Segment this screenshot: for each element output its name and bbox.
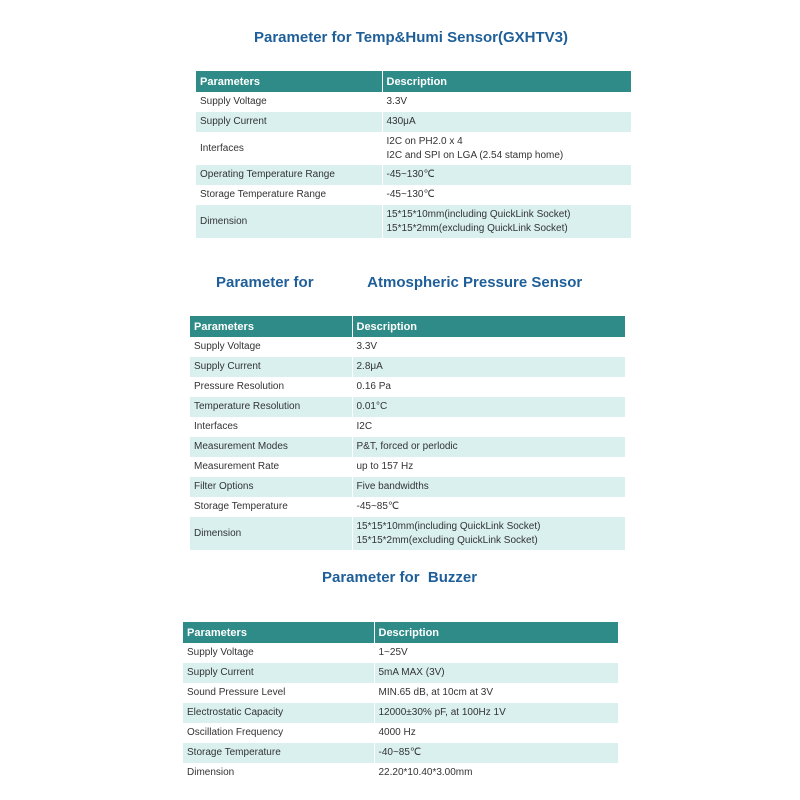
parameter-cell: Dimension bbox=[190, 517, 352, 550]
table-row bbox=[190, 357, 625, 377]
table-row bbox=[183, 763, 618, 783]
table-row bbox=[183, 703, 618, 723]
description-line: up to 157 Hz bbox=[356, 461, 414, 472]
description-line: P&T, forced or perlodic bbox=[356, 441, 458, 452]
description-line: 15*15*10mm(including QuickLink Socket) bbox=[386, 208, 571, 220]
description-cell bbox=[352, 477, 625, 497]
parameter-cell: Supply Voltage bbox=[190, 337, 352, 357]
description-cell bbox=[352, 457, 625, 477]
parameter-cell: Supply Voltage bbox=[183, 643, 374, 663]
parameter-cell: Oscillation Frequency bbox=[183, 723, 374, 743]
description-line: 4000 Hz bbox=[378, 727, 416, 738]
table-header-row bbox=[196, 71, 631, 92]
table-row bbox=[190, 517, 625, 550]
header-description: Description bbox=[352, 316, 625, 337]
description-cell bbox=[352, 377, 625, 397]
section-title: Parameter for Atmospheric Pressure Sensor bbox=[216, 274, 583, 291]
parameter-cell: Interfaces bbox=[196, 132, 382, 165]
table-row bbox=[196, 185, 631, 205]
description-line: 22.20*10.40*3.00mm bbox=[378, 767, 473, 778]
description-cell bbox=[352, 337, 625, 357]
description-cell bbox=[382, 132, 631, 165]
parameter-cell: Storage Temperature bbox=[183, 743, 374, 763]
table-row bbox=[196, 165, 631, 185]
description-cell bbox=[352, 497, 625, 517]
description-cell bbox=[352, 517, 625, 550]
parameter-cell: Measurement Modes bbox=[190, 437, 352, 457]
header-parameters: Parameters bbox=[183, 622, 374, 643]
parameter-cell: Storage Temperature Range bbox=[196, 185, 382, 205]
spec-table bbox=[183, 622, 619, 783]
description-line: 15*15*10mm(including QuickLink Socket) bbox=[356, 520, 541, 532]
description-line: I2C bbox=[356, 421, 373, 432]
parameter-cell: Dimension bbox=[183, 763, 374, 783]
table-row bbox=[190, 397, 625, 417]
table-row bbox=[183, 643, 618, 663]
parameter-cell: Storage Temperature bbox=[190, 497, 352, 517]
description-line: 430μA bbox=[386, 116, 416, 127]
table-header-row bbox=[183, 622, 618, 643]
parameter-cell: Electrostatic Capacity bbox=[183, 703, 374, 723]
parameter-cell: Temperature Resolution bbox=[190, 397, 352, 417]
section-title: Parameter for Temp&Humi Sensor(GXHTV3) bbox=[254, 29, 568, 46]
table-row bbox=[190, 477, 625, 497]
table-row bbox=[196, 112, 631, 132]
description-cell bbox=[374, 763, 618, 783]
description-line: 3.3V bbox=[386, 96, 408, 107]
table-row bbox=[190, 417, 625, 437]
description-line: MIN.65 dB, at 10cm at 3V bbox=[378, 687, 493, 698]
parameter-cell: Filter Options bbox=[190, 477, 352, 497]
description-cell bbox=[374, 663, 618, 683]
description-cell bbox=[352, 417, 625, 437]
description-line: 12000±30% pF, at 100Hz 1V bbox=[378, 707, 506, 718]
parameter-cell: Sound Pressure Level bbox=[183, 683, 374, 703]
parameter-cell: Interfaces bbox=[190, 417, 352, 437]
description-line: I2C on PH2.0 x 4 bbox=[386, 135, 463, 147]
description-line: 0.01°C bbox=[356, 401, 388, 412]
table-row bbox=[196, 205, 631, 238]
parameter-cell: Dimension bbox=[196, 205, 382, 238]
description-line: 15*15*2mm(excluding QuickLink Socket) bbox=[356, 534, 538, 546]
description-cell bbox=[374, 683, 618, 703]
description-cell bbox=[352, 397, 625, 417]
spec-table bbox=[196, 71, 632, 238]
description-cell bbox=[382, 165, 631, 185]
table-row bbox=[183, 683, 618, 703]
header-description: Description bbox=[382, 71, 631, 92]
description-cell bbox=[382, 185, 631, 205]
parameter-cell: Pressure Resolution bbox=[190, 377, 352, 397]
description-line: 3.3V bbox=[356, 341, 378, 352]
table-row bbox=[196, 132, 631, 165]
section-title: Parameter for Buzzer bbox=[322, 569, 478, 586]
parameter-cell: Supply Current bbox=[190, 357, 352, 377]
description-line: 2.8μA bbox=[356, 361, 383, 372]
table-row bbox=[190, 377, 625, 397]
description-cell bbox=[352, 357, 625, 377]
description-line: -45~85℃ bbox=[356, 501, 400, 512]
description-cell bbox=[382, 112, 631, 132]
parameter-cell: Supply Current bbox=[183, 663, 374, 683]
table-row bbox=[183, 663, 618, 683]
description-cell bbox=[382, 205, 631, 238]
table-row bbox=[183, 723, 618, 743]
spec-table bbox=[190, 316, 626, 550]
table-row bbox=[190, 457, 625, 477]
table-row bbox=[190, 337, 625, 357]
description-cell bbox=[374, 643, 618, 663]
header-parameters: Parameters bbox=[196, 71, 382, 92]
description-line: 5mA MAX (3V) bbox=[378, 667, 445, 678]
table-header-row bbox=[190, 316, 625, 337]
description-cell bbox=[374, 703, 618, 723]
table-row bbox=[190, 437, 625, 457]
description-cell bbox=[352, 437, 625, 457]
parameter-cell: Measurement Rate bbox=[190, 457, 352, 477]
description-cell bbox=[374, 723, 618, 743]
description-cell bbox=[382, 92, 631, 112]
description-cell bbox=[374, 743, 618, 763]
description-line: -45~130℃ bbox=[386, 169, 435, 180]
description-line: 0.16 Pa bbox=[356, 381, 391, 392]
table-row bbox=[183, 743, 618, 763]
description-line: -40~85℃ bbox=[378, 747, 422, 758]
description-line: 1~25V bbox=[378, 647, 408, 658]
parameter-cell: Supply Voltage bbox=[196, 92, 382, 112]
parameter-cell: Supply Current bbox=[196, 112, 382, 132]
description-line: Five bandwidths bbox=[356, 481, 429, 492]
table-row bbox=[196, 92, 631, 112]
description-line: -45~130℃ bbox=[386, 189, 435, 200]
parameter-cell: Operating Temperature Range bbox=[196, 165, 382, 185]
header-description: Description bbox=[374, 622, 618, 643]
table-row bbox=[190, 497, 625, 517]
description-line: I2C and SPI on LGA (2.54 stamp home) bbox=[386, 149, 564, 161]
header-parameters: Parameters bbox=[190, 316, 352, 337]
description-line: 15*15*2mm(excluding QuickLink Socket) bbox=[386, 222, 568, 234]
